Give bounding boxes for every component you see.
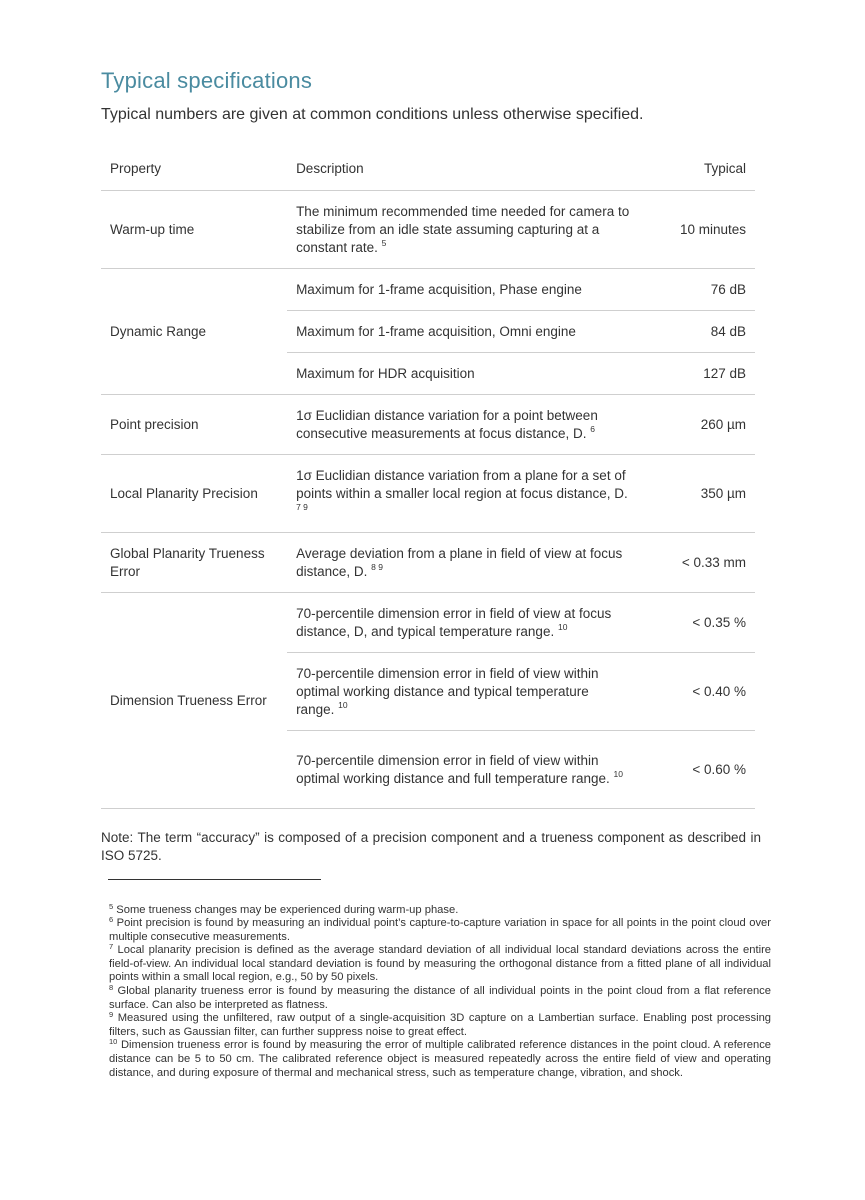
accuracy-note: Note: The term “accuracy” is composed of a precision component and a trueness component as described in ISO 5725. (101, 830, 761, 863)
footnote-ref: 10 (613, 768, 623, 779)
footnote-number: 9 (109, 1010, 114, 1020)
footnote-ref: 6 (590, 423, 595, 434)
section-heading: Typical specifications (101, 68, 313, 93)
row-description (287, 593, 638, 653)
footnote-number: 10 (109, 1037, 118, 1047)
footnote-item (109, 1039, 771, 1080)
row-property: Local Planarity Precision (101, 455, 287, 533)
footnote-number: 5 (109, 901, 114, 911)
row-property: Point precision (101, 395, 287, 455)
row-typical-value: 84 dB (639, 311, 755, 353)
section-subheading: Typical numbers are given at common conditions unless otherwise specified. (101, 106, 644, 123)
row-property: Dynamic Range (101, 269, 287, 395)
footnote-item (109, 901, 771, 918)
description-text: Maximum for 1-frame acquisition, Omni engine (296, 323, 576, 339)
table-row (101, 395, 755, 455)
row-typical-value: 127 dB (639, 353, 755, 395)
row-typical-value: < 0.33 mm (639, 533, 755, 593)
footnote-ref: 10 (338, 699, 348, 710)
row-property: Dimension Trueness Error (101, 593, 287, 809)
row-property: Global Planarity Trueness Error (101, 533, 287, 593)
row-typical-value: 260 µm (639, 395, 755, 455)
specifications-table (101, 148, 755, 809)
description-text: Maximum for HDR acquisition (296, 365, 475, 381)
footnote-item (109, 917, 771, 944)
description-text: The minimum recommended time needed for camera to stabilize from an idle state assuming capturing at a constant rate. (296, 203, 630, 255)
footnote-text: Dimension trueness error is found by measuring the error of multiple calibrated reference distances in the point cloud. A reference distance can be 5 to 50 cm. The calibrated reference object is measured repeatedly across the entire field of view and operating distance, and during exposure of thermal and mechanical stress, such as temperature change, vibration, and shock. (109, 1039, 772, 1079)
row-typical-value: < 0.40 % (639, 653, 755, 731)
footnotes (109, 901, 772, 1081)
table-row (101, 533, 755, 593)
row-description (287, 353, 638, 395)
row-description (287, 395, 638, 455)
row-typical-value: < 0.60 % (639, 731, 755, 809)
description-text: 1σ Euclidian distance variation for a point between consecutive measurements at focus distance, D. (296, 407, 598, 441)
table-row (101, 269, 755, 311)
row-description (287, 191, 638, 269)
row-typical-value: < 0.35 % (639, 593, 755, 653)
row-description (287, 653, 638, 731)
description-text: 1σ Euclidian distance variation from a plane for a set of points within a smaller local region at focus distance, D. (296, 467, 628, 501)
description-text: 70-percentile dimension error in field of view within optimal working distance and typical temperature range. (296, 665, 599, 717)
footnote-item (109, 985, 771, 1012)
header-property: Property (101, 148, 287, 191)
footnote-item (109, 944, 771, 985)
description-text: 70-percentile dimension error in field of view within optimal working distance and full temperature range. (296, 752, 610, 786)
table-row (101, 191, 755, 269)
row-typical-value: 10 minutes (639, 191, 755, 269)
table-header-row (101, 148, 755, 191)
header-typical: Typical (639, 148, 755, 191)
footnote-text: Measured using the unfiltered, raw output of a single-acquisition 3D capture on a Lambertian surface. Enabling post processing filters, such as Gaussian filter, can further suppress noise to great effect. (109, 1012, 772, 1038)
row-description (287, 455, 638, 533)
description-text: Average deviation from a plane in field of view at focus distance, D. (296, 545, 623, 579)
row-description (287, 731, 638, 809)
footnote-ref: 8 9 (371, 561, 383, 572)
header-description: Description (287, 148, 638, 191)
footnote-number: 8 (109, 983, 114, 993)
footnote-number: 7 (109, 942, 114, 952)
table-row (101, 593, 755, 653)
description-text: 70-percentile dimension error in field of view at focus distance, D, and typical temperature range. (296, 605, 612, 639)
footnote-text: Point precision is found by measuring an individual point’s capture-to-capture variation in space for all points in the point cloud over multiple consecutive measurements. (109, 917, 771, 943)
footnote-ref: 10 (557, 621, 568, 632)
document-page (101, 68, 772, 1080)
row-description (287, 533, 638, 593)
row-description (287, 269, 638, 311)
footnote-number: 6 (109, 915, 114, 925)
footnote-item (109, 1012, 771, 1039)
footnote-ref: 5 (381, 237, 387, 248)
row-typical-value: 350 µm (639, 455, 755, 533)
footnote-text: Some trueness changes may be experienced during warm-up phase. (116, 903, 459, 916)
row-property: Warm-up time (101, 191, 287, 269)
footnote-text: Local planarity precision is defined as the average standard deviation of all individual local standard deviations across the entire field-of-view. An individual local standard deviation is found by measuring the orthogonal distance from a fitted plane of all individual points within a small local region, e.g., 50 by 50 pixels. (109, 944, 772, 984)
description-text: Maximum for 1-frame acquisition, Phase engine (296, 281, 582, 297)
row-typical-value: 76 dB (639, 269, 755, 311)
table-row (101, 455, 755, 533)
row-description (287, 311, 638, 353)
footnote-ref: 7 9 (296, 501, 308, 512)
footnote-text: Global planarity trueness error is found by measuring the distance of all individual points in the point cloud from a flat reference surface. Can also be interpreted as flatness. (109, 985, 771, 1011)
footnote-divider (108, 879, 321, 880)
